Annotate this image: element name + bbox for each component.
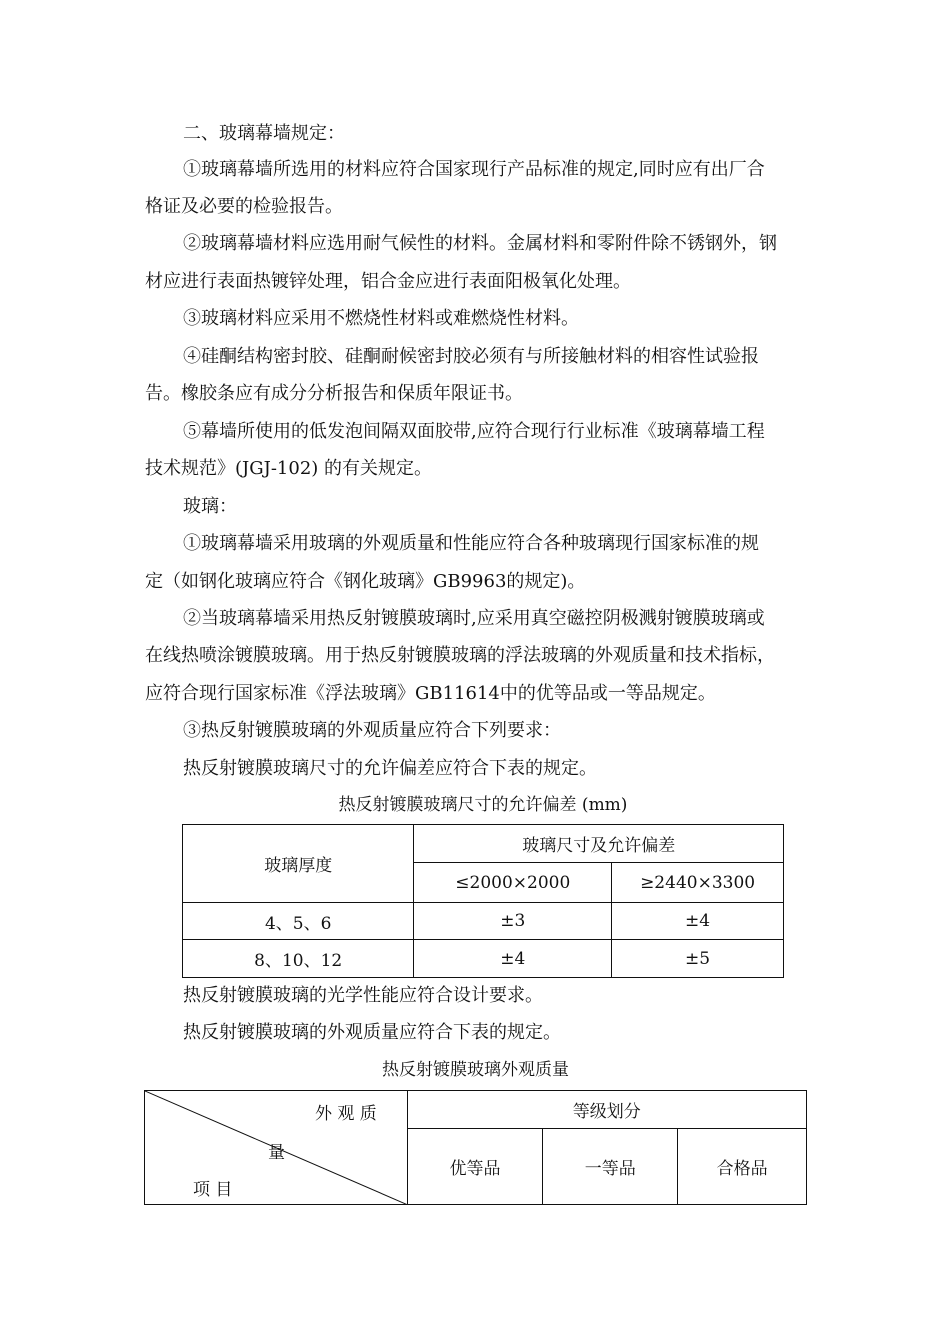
glass-2-line-1: ②当玻璃幕墙采用热反射镀膜玻璃时,应采用真空磁控阴极溅射镀膜玻璃或 (183, 608, 765, 629)
rule-4-line-1: ④硅酮结构密封胶、硅酮耐候密封胶必须有与所接触材料的相容性试验报 (183, 346, 759, 367)
tolerance-table (182, 824, 784, 978)
cell-thickness: 8、10、12 (183, 940, 414, 978)
glass-1-line-2: 定（如钢化玻璃应符合《钢化玻璃》GB9963的规定)。 (145, 571, 586, 592)
diagonal-label-bottom: 项 目 (193, 1180, 233, 1200)
glass-2-line-2: 在线热喷涂镀膜玻璃。用于热反射镀膜玻璃的浮法玻璃的外观质量和技术指标， (145, 645, 775, 666)
appearance-quality-table (144, 1090, 807, 1205)
diagonal-header-cell (145, 1091, 408, 1205)
cell-tolerance-a: ±4 (414, 940, 612, 978)
table-2-caption: 热反射镀膜玻璃外观质量 (382, 1060, 569, 1080)
cell-thickness: 4、5、6 (183, 903, 414, 940)
header-grade: 等级划分 (407, 1091, 806, 1129)
diagonal-label-middle: 量 (268, 1143, 285, 1163)
cell-tolerance-b: ±5 (612, 940, 784, 978)
rule-5-line-1: ⑤幕墙所使用的低发泡间隔双面胶带,应符合现行行业标准《玻璃幕墙工程 (183, 421, 765, 442)
rule-1-line-2: 格证及必要的检验报告。 (145, 196, 343, 217)
rule-1-line-1: ①玻璃幕墙所选用的材料应符合国家现行产品标准的规定,同时应有出厂合 (183, 159, 765, 180)
rule-2-line-1: ②玻璃幕墙材料应选用耐气候性的材料。金属材料和零附件除不锈钢外，钢 (183, 233, 777, 254)
glass-2-line-3: 应符合现行国家标准《浮法玻璃》GB11614中的优等品或一等品规定。 (145, 683, 716, 704)
glass-4: 热反射镀膜玻璃尺寸的允许偏差应符合下表的规定。 (183, 758, 597, 779)
header-grade-1: 优等品 (407, 1129, 543, 1205)
optical-performance-text: 热反射镀膜玻璃的光学性能应符合设计要求。 (183, 985, 543, 1006)
glass-3: ③热反射镀膜玻璃的外观质量应符合下列要求： (183, 720, 561, 741)
section-title: 二、玻璃幕墙规定： (183, 123, 345, 144)
table-row (183, 903, 784, 940)
rule-5-line-2: 技术规范》(JGJ-102) 的有关规定。 (145, 458, 433, 479)
header-thickness: 玻璃厚度 (183, 825, 414, 903)
header-grade-2: 一等品 (543, 1129, 678, 1205)
rule-3: ③玻璃材料应采用不燃烧性材料或难燃烧性材料。 (183, 308, 579, 329)
cell-tolerance-a: ±3 (414, 903, 612, 940)
rule-4-line-2: 告。橡胶条应有成分分析报告和保质年限证书。 (145, 383, 523, 404)
appearance-quality-text: 热反射镀膜玻璃的外观质量应符合下表的规定。 (183, 1022, 561, 1043)
header-size-b: ≥2440×3300 (612, 863, 784, 903)
diagonal-label-top: 外 观 质 (315, 1104, 377, 1124)
table-1-caption: 热反射镀膜玻璃尺寸的允许偏差 (mm) (338, 795, 628, 815)
glass-heading: 玻璃： (183, 496, 237, 517)
rule-2-line-2: 材应进行表面热镀锌处理，铝合金应进行表面阳极氧化处理。 (145, 271, 631, 292)
cell-tolerance-b: ±4 (612, 903, 784, 940)
header-grade-3: 合格品 (678, 1129, 807, 1205)
header-size-a: ≤2000×2000 (414, 863, 612, 903)
glass-1-line-1: ①玻璃幕墙采用玻璃的外观质量和性能应符合各种玻璃现行国家标准的规 (183, 533, 759, 554)
header-size-tolerance: 玻璃尺寸及允许偏差 (414, 825, 784, 863)
table-row (183, 940, 784, 978)
